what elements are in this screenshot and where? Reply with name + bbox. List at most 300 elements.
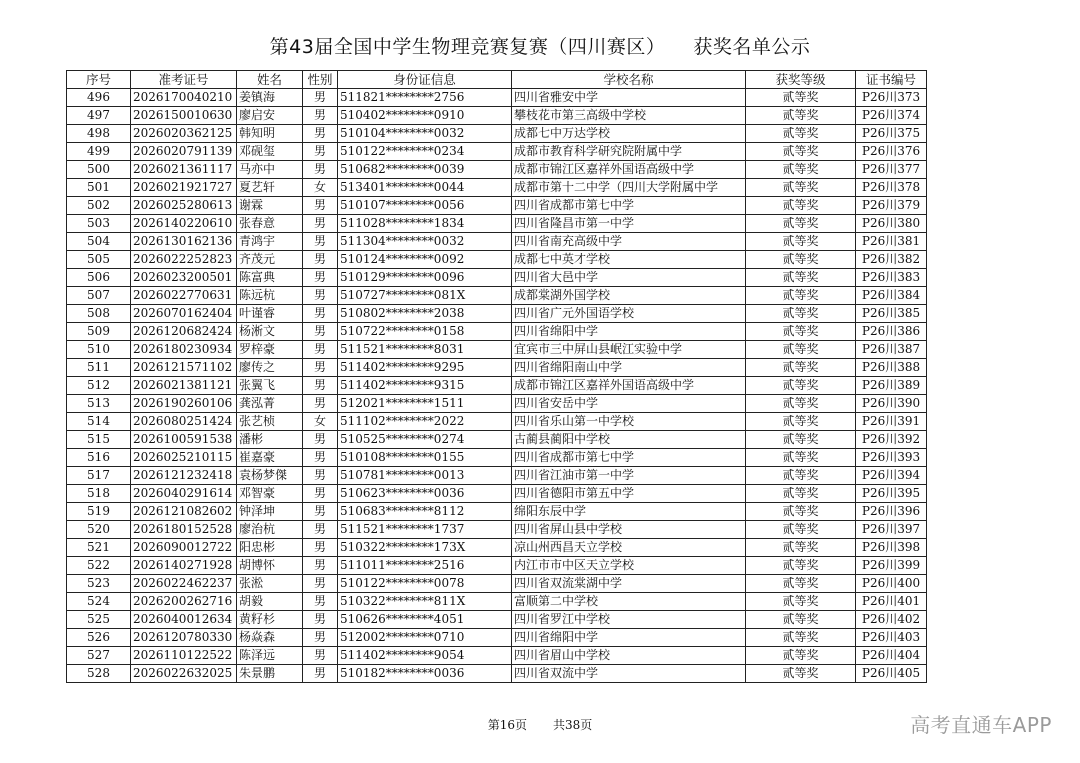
cell-school: 四川省眉山中学校 (512, 647, 746, 665)
cell-id-info: 513401********0044 (338, 179, 512, 197)
table-row (67, 647, 927, 665)
cell-gender: 男 (303, 647, 338, 665)
table-row (67, 161, 927, 179)
cell-id-info: 510402********0910 (338, 107, 512, 125)
cell-cert-no: P26川400 (856, 575, 927, 593)
cell-exam-no: 2026020362125 (131, 125, 237, 143)
cell-name: 张淞 (237, 575, 303, 593)
cell-id-info: 511028********1834 (338, 215, 512, 233)
cell-award: 贰等奖 (746, 629, 856, 647)
cell-name: 张翼飞 (237, 377, 303, 395)
cell-school: 四川省广元外国语学校 (512, 305, 746, 323)
cell-id-info: 510682********0039 (338, 161, 512, 179)
cell-name: 陈泽远 (237, 647, 303, 665)
cell-id-info: 510322********173X (338, 539, 512, 557)
cell-school: 成都市第十二中学（四川大学附属中学 (512, 179, 746, 197)
cell-award: 贰等奖 (746, 107, 856, 125)
cell-award: 贰等奖 (746, 143, 856, 161)
cell-cert-no: P26川383 (856, 269, 927, 287)
table-row (67, 269, 927, 287)
cell-cert-no: P26川386 (856, 323, 927, 341)
cell-school: 四川省大邑中学 (512, 269, 746, 287)
table-row (67, 611, 927, 629)
cell-id-info: 510683********8112 (338, 503, 512, 521)
cell-school: 成都市教育科学研究院附属中学 (512, 143, 746, 161)
cell-exam-no: 2026200262716 (131, 593, 237, 611)
cell-name: 潘彬 (237, 431, 303, 449)
cell-school: 四川省隆昌市第一中学 (512, 215, 746, 233)
page-title (0, 32, 1080, 59)
cell-gender: 男 (303, 503, 338, 521)
cell-gender: 男 (303, 557, 338, 575)
col-header-gender: 性别 (303, 71, 338, 89)
cell-school: 四川省绵阳中学 (512, 323, 746, 341)
cell-school: 四川省德阳市第五中学 (512, 485, 746, 503)
cell-award: 贰等奖 (746, 485, 856, 503)
cell-id-info: 510722********0158 (338, 323, 512, 341)
cell-gender: 男 (303, 665, 338, 683)
cell-cert-no: P26川396 (856, 503, 927, 521)
cell-cert-no: P26川378 (856, 179, 927, 197)
table-row (67, 251, 927, 269)
table-row (67, 323, 927, 341)
cell-name: 崔嘉豪 (237, 449, 303, 467)
cell-id-info: 510626********4051 (338, 611, 512, 629)
cell-name: 姜镇海 (237, 89, 303, 107)
cell-id-info: 511521********8031 (338, 341, 512, 359)
cell-id-info: 510182********0036 (338, 665, 512, 683)
table-row (67, 557, 927, 575)
cell-name: 陈富典 (237, 269, 303, 287)
cell-gender: 男 (303, 89, 338, 107)
table-row (67, 413, 927, 431)
cell-id-info: 510104********0032 (338, 125, 512, 143)
table-row (67, 377, 927, 395)
cell-seq: 516 (67, 449, 131, 467)
cell-id-info: 511402********9295 (338, 359, 512, 377)
cell-id-info: 510122********0234 (338, 143, 512, 161)
cell-cert-no: P26川392 (856, 431, 927, 449)
cell-id-info: 510129********0096 (338, 269, 512, 287)
cell-seq: 526 (67, 629, 131, 647)
cell-cert-no: P26川401 (856, 593, 927, 611)
cell-award: 贰等奖 (746, 593, 856, 611)
cell-gender: 男 (303, 251, 338, 269)
cell-cert-no: P26川399 (856, 557, 927, 575)
cell-gender: 男 (303, 197, 338, 215)
cell-school: 成都七中英才学校 (512, 251, 746, 269)
cell-name: 阳忠彬 (237, 539, 303, 557)
table-row (67, 449, 927, 467)
col-header-cert-no: 证书编号 (856, 71, 927, 89)
cell-school: 四川省绵阳南山中学 (512, 359, 746, 377)
cell-cert-no: P26川379 (856, 197, 927, 215)
cell-school: 古蔺县蔺阳中学校 (512, 431, 746, 449)
cell-exam-no: 2026021361117 (131, 161, 237, 179)
cell-exam-no: 2026170040210 (131, 89, 237, 107)
cell-award: 贰等奖 (746, 539, 856, 557)
cell-award: 贰等奖 (746, 215, 856, 233)
cell-school: 四川省成都市第七中学 (512, 449, 746, 467)
title-main: 第43届全国中学生物理竞赛复赛（四川赛区） (269, 36, 666, 58)
cell-seq: 527 (67, 647, 131, 665)
cell-seq: 508 (67, 305, 131, 323)
col-header-seq: 序号 (67, 71, 131, 89)
col-header-name: 姓名 (237, 71, 303, 89)
cell-award: 贰等奖 (746, 341, 856, 359)
cell-seq: 501 (67, 179, 131, 197)
cell-cert-no: P26川381 (856, 233, 927, 251)
cell-cert-no: P26川376 (856, 143, 927, 161)
cell-gender: 男 (303, 611, 338, 629)
cell-seq: 514 (67, 413, 131, 431)
cell-name: 杨焱森 (237, 629, 303, 647)
cell-exam-no: 2026180152528 (131, 521, 237, 539)
cell-award: 贰等奖 (746, 305, 856, 323)
cell-name: 韩知明 (237, 125, 303, 143)
cell-name: 马亦中 (237, 161, 303, 179)
cell-name: 廖治杭 (237, 521, 303, 539)
cell-gender: 男 (303, 539, 338, 557)
cell-exam-no: 2026080251424 (131, 413, 237, 431)
table-row (67, 107, 927, 125)
cell-exam-no: 2026110122522 (131, 647, 237, 665)
cell-exam-no: 2026040012634 (131, 611, 237, 629)
cell-seq: 518 (67, 485, 131, 503)
cell-cert-no: P26川395 (856, 485, 927, 503)
cell-seq: 523 (67, 575, 131, 593)
cell-gender: 男 (303, 449, 338, 467)
page-number: 第16页 (487, 718, 527, 732)
cell-gender: 男 (303, 395, 338, 413)
cell-id-info: 511102********2022 (338, 413, 512, 431)
cell-id-info: 510802********2038 (338, 305, 512, 323)
cell-gender: 男 (303, 377, 338, 395)
cell-gender: 男 (303, 521, 338, 539)
cell-award: 贰等奖 (746, 251, 856, 269)
cell-gender: 男 (303, 629, 338, 647)
cell-name: 邓智豪 (237, 485, 303, 503)
cell-award: 贰等奖 (746, 395, 856, 413)
cell-id-info: 510781********0013 (338, 467, 512, 485)
cell-seq: 522 (67, 557, 131, 575)
cell-gender: 男 (303, 269, 338, 287)
cell-school: 四川省绵阳中学 (512, 629, 746, 647)
cell-id-info: 510727********081X (338, 287, 512, 305)
table-row (67, 143, 927, 161)
cell-school: 成都七中万达学校 (512, 125, 746, 143)
cell-exam-no: 2026022252823 (131, 251, 237, 269)
table-header-row (67, 71, 927, 89)
cell-id-info: 510107********0056 (338, 197, 512, 215)
table-row (67, 575, 927, 593)
cell-school: 攀枝花市第三高级中学校 (512, 107, 746, 125)
cell-seq: 512 (67, 377, 131, 395)
cell-gender: 男 (303, 143, 338, 161)
cell-name: 张春意 (237, 215, 303, 233)
cell-award: 贰等奖 (746, 611, 856, 629)
cell-exam-no: 2026020791139 (131, 143, 237, 161)
table-row (67, 359, 927, 377)
award-table (66, 70, 927, 683)
cell-exam-no: 2026120780330 (131, 629, 237, 647)
cell-id-info: 510623********0036 (338, 485, 512, 503)
cell-cert-no: P26川374 (856, 107, 927, 125)
table-row (67, 665, 927, 683)
cell-id-info: 510108********0155 (338, 449, 512, 467)
cell-seq: 507 (67, 287, 131, 305)
cell-exam-no: 2026070162404 (131, 305, 237, 323)
cell-award: 贰等奖 (746, 665, 856, 683)
cell-award: 贰等奖 (746, 503, 856, 521)
cell-award: 贰等奖 (746, 269, 856, 287)
cell-award: 贰等奖 (746, 287, 856, 305)
table-row (67, 197, 927, 215)
cell-award: 贰等奖 (746, 449, 856, 467)
cell-seq: 524 (67, 593, 131, 611)
table-row (67, 629, 927, 647)
title-sub: 获奖名单公示 (693, 36, 811, 58)
cell-school: 四川省双流棠湖中学 (512, 575, 746, 593)
cell-school: 四川省屏山县中学校 (512, 521, 746, 539)
cell-name: 袁杨梦傑 (237, 467, 303, 485)
cell-cert-no: P26川373 (856, 89, 927, 107)
cell-exam-no: 2026040291614 (131, 485, 237, 503)
cell-seq: 511 (67, 359, 131, 377)
cell-cert-no: P26川380 (856, 215, 927, 233)
cell-cert-no: P26川391 (856, 413, 927, 431)
cell-gender: 男 (303, 359, 338, 377)
cell-cert-no: P26川387 (856, 341, 927, 359)
table-row (67, 485, 927, 503)
cell-name: 胡毅 (237, 593, 303, 611)
cell-school: 四川省乐山第一中学校 (512, 413, 746, 431)
cell-award: 贰等奖 (746, 467, 856, 485)
cell-school: 成都市锦江区嘉祥外国语高级中学 (512, 377, 746, 395)
cell-school: 宜宾市三中屏山县岷江实验中学 (512, 341, 746, 359)
cell-exam-no: 2026023200501 (131, 269, 237, 287)
cell-cert-no: P26川375 (856, 125, 927, 143)
cell-award: 贰等奖 (746, 125, 856, 143)
cell-gender: 男 (303, 467, 338, 485)
cell-school: 凉山州西昌天立学校 (512, 539, 746, 557)
cell-gender: 男 (303, 305, 338, 323)
cell-seq: 497 (67, 107, 131, 125)
cell-gender: 男 (303, 485, 338, 503)
cell-cert-no: P26川389 (856, 377, 927, 395)
cell-gender: 男 (303, 431, 338, 449)
cell-award: 贰等奖 (746, 233, 856, 251)
cell-school: 内江市市中区天立学校 (512, 557, 746, 575)
cell-name: 齐茂元 (237, 251, 303, 269)
cell-name: 谢霖 (237, 197, 303, 215)
cell-seq: 517 (67, 467, 131, 485)
cell-award: 贰等奖 (746, 179, 856, 197)
cell-cert-no: P26川384 (856, 287, 927, 305)
cell-exam-no: 2026120682424 (131, 323, 237, 341)
cell-seq: 505 (67, 251, 131, 269)
cell-school: 四川省江油市第一中学 (512, 467, 746, 485)
cell-seq: 504 (67, 233, 131, 251)
cell-gender: 男 (303, 575, 338, 593)
cell-seq: 515 (67, 431, 131, 449)
cell-exam-no: 2026180230934 (131, 341, 237, 359)
cell-award: 贰等奖 (746, 575, 856, 593)
cell-name: 青鸿宇 (237, 233, 303, 251)
cell-exam-no: 2026140271928 (131, 557, 237, 575)
cell-award: 贰等奖 (746, 413, 856, 431)
cell-school: 四川省雅安中学 (512, 89, 746, 107)
cell-name: 罗梓豪 (237, 341, 303, 359)
cell-seq: 503 (67, 215, 131, 233)
cell-exam-no: 2026022632025 (131, 665, 237, 683)
cell-exam-no: 2026190260106 (131, 395, 237, 413)
cell-seq: 506 (67, 269, 131, 287)
cell-cert-no: P26川402 (856, 611, 927, 629)
cell-award: 贰等奖 (746, 323, 856, 341)
table-row (67, 395, 927, 413)
cell-id-info: 510525********0274 (338, 431, 512, 449)
cell-name: 叶谨睿 (237, 305, 303, 323)
cell-id-info: 511821********2756 (338, 89, 512, 107)
cell-award: 贰等奖 (746, 521, 856, 539)
cell-id-info: 511402********9315 (338, 377, 512, 395)
cell-exam-no: 2026140220610 (131, 215, 237, 233)
cell-award: 贰等奖 (746, 377, 856, 395)
cell-id-info: 510122********0078 (338, 575, 512, 593)
cell-cert-no: P26川397 (856, 521, 927, 539)
cell-school: 富顺第二中学校 (512, 593, 746, 611)
cell-gender: 男 (303, 107, 338, 125)
cell-id-info: 512002********0710 (338, 629, 512, 647)
cell-name: 廖传之 (237, 359, 303, 377)
table-row (67, 233, 927, 251)
cell-cert-no: P26川377 (856, 161, 927, 179)
cell-gender: 男 (303, 593, 338, 611)
cell-name: 龚泓菁 (237, 395, 303, 413)
cell-name: 朱景鹏 (237, 665, 303, 683)
cell-exam-no: 2026100591538 (131, 431, 237, 449)
cell-name: 胡博怀 (237, 557, 303, 575)
cell-exam-no: 2026150010630 (131, 107, 237, 125)
cell-seq: 498 (67, 125, 131, 143)
cell-exam-no: 2026022770631 (131, 287, 237, 305)
cell-id-info: 511304********0032 (338, 233, 512, 251)
cell-seq: 510 (67, 341, 131, 359)
cell-award: 贰等奖 (746, 359, 856, 377)
cell-gender: 女 (303, 179, 338, 197)
cell-school: 四川省成都市第七中学 (512, 197, 746, 215)
table-row (67, 179, 927, 197)
cell-id-info: 511402********9054 (338, 647, 512, 665)
cell-gender: 男 (303, 287, 338, 305)
cell-seq: 528 (67, 665, 131, 683)
cell-school: 四川省南充高级中学 (512, 233, 746, 251)
cell-exam-no: 2026121082602 (131, 503, 237, 521)
cell-cert-no: P26川390 (856, 395, 927, 413)
table-row (67, 431, 927, 449)
cell-school: 四川省双流中学 (512, 665, 746, 683)
cell-name: 钟泽坤 (237, 503, 303, 521)
cell-exam-no: 2026021381121 (131, 377, 237, 395)
cell-cert-no: P26川385 (856, 305, 927, 323)
cell-name: 杨淅文 (237, 323, 303, 341)
cell-cert-no: P26川382 (856, 251, 927, 269)
table-row (67, 593, 927, 611)
cell-award: 贰等奖 (746, 161, 856, 179)
cell-name: 黄籽杉 (237, 611, 303, 629)
cell-exam-no: 2026022462237 (131, 575, 237, 593)
table-row (67, 125, 927, 143)
cell-name: 夏艺轩 (237, 179, 303, 197)
cell-cert-no: P26川388 (856, 359, 927, 377)
cell-school: 四川省罗江中学校 (512, 611, 746, 629)
cell-gender: 男 (303, 215, 338, 233)
cell-cert-no: P26川398 (856, 539, 927, 557)
cell-name: 邓砚玺 (237, 143, 303, 161)
cell-gender: 男 (303, 323, 338, 341)
cell-exam-no: 2026121232418 (131, 467, 237, 485)
cell-id-info: 511521********1737 (338, 521, 512, 539)
cell-seq: 513 (67, 395, 131, 413)
cell-award: 贰等奖 (746, 557, 856, 575)
cell-seq: 502 (67, 197, 131, 215)
cell-seq: 499 (67, 143, 131, 161)
cell-cert-no: P26川404 (856, 647, 927, 665)
cell-exam-no: 2026021921727 (131, 179, 237, 197)
cell-school: 四川省安岳中学 (512, 395, 746, 413)
cell-seq: 496 (67, 89, 131, 107)
table-row (67, 341, 927, 359)
table-row (67, 305, 927, 323)
cell-cert-no: P26川403 (856, 629, 927, 647)
table-row (67, 215, 927, 233)
cell-cert-no: P26川394 (856, 467, 927, 485)
col-header-award: 获奖等级 (746, 71, 856, 89)
cell-exam-no: 2026025280613 (131, 197, 237, 215)
cell-cert-no: P26川393 (856, 449, 927, 467)
page-total: 共38页 (553, 718, 593, 732)
col-header-id-info: 身份证信息 (338, 71, 512, 89)
cell-gender: 男 (303, 125, 338, 143)
table-row (67, 521, 927, 539)
cell-award: 贰等奖 (746, 89, 856, 107)
cell-seq: 500 (67, 161, 131, 179)
col-header-exam-no: 准考证号 (131, 71, 237, 89)
cell-award: 贰等奖 (746, 647, 856, 665)
cell-id-info: 510322********811X (338, 593, 512, 611)
cell-school: 绵阳东辰中学 (512, 503, 746, 521)
cell-school: 成都市锦江区嘉祥外国语高级中学 (512, 161, 746, 179)
cell-id-info: 510124********0092 (338, 251, 512, 269)
cell-gender: 男 (303, 341, 338, 359)
col-header-school: 学校名称 (512, 71, 746, 89)
cell-name: 张艺桢 (237, 413, 303, 431)
cell-gender: 女 (303, 413, 338, 431)
cell-school: 成都棠湖外国学校 (512, 287, 746, 305)
cell-name: 陈远杭 (237, 287, 303, 305)
table-row (67, 287, 927, 305)
cell-exam-no: 2026090012722 (131, 539, 237, 557)
cell-seq: 521 (67, 539, 131, 557)
cell-exam-no: 2026121571102 (131, 359, 237, 377)
cell-exam-no: 2026130162136 (131, 233, 237, 251)
cell-seq: 509 (67, 323, 131, 341)
cell-award: 贰等奖 (746, 431, 856, 449)
cell-award: 贰等奖 (746, 197, 856, 215)
cell-gender: 男 (303, 161, 338, 179)
watermark: 高考直通车APP (910, 713, 1052, 737)
